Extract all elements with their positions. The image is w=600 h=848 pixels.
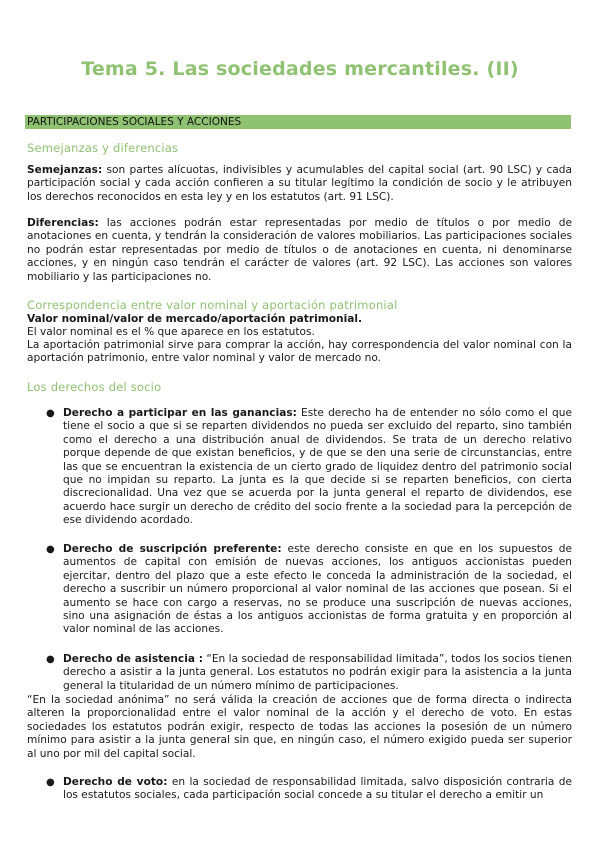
paragraph-semejanzas	[27, 164, 572, 204]
text-ganancias: Este derecho ha de entender no sólo como el que tiene el socio a que si se reparten dividendos no pueda ser excluido del reparto, sino también como el derecho a una distribución anual de dividendos. Se trata de un derecho relativo porque depende de que existan beneficios, y de que se den una serie de circunstancias, entre las que se encuentran la existencia de un cierto grado de liquidez dentro del patrimonio social que no impidan su reparto. La junta es la que decide si se reparten beneficios, con cierta discrecionalidad. Una vez que se acuerda por la junta general el reparto de dividendos, ese acuerdo hace surgir un derecho de crédito del socio frente a la sociedad para la percepción de ese dividendo acordado.	[63, 407, 572, 527]
document-title: Tema 5. Las sociedades mercantiles. (II)	[81, 58, 519, 80]
label-voto: Derecho de voto:	[63, 776, 168, 788]
label-asistencia: Derecho de asistencia :	[63, 653, 203, 665]
bullet-icon: ●	[46, 544, 55, 555]
label-suscripcion: Derecho de suscripción preferente:	[63, 543, 282, 555]
text-voto: en la sociedad de responsabilidad limitada, salvo disposición contraria de los estatutos sociales, cada participación social concede a su titular el derecho a emitir un	[63, 776, 572, 802]
subheading-correspondencia: Correspondencia entre valor nominal y aportación patrimonial	[27, 298, 398, 312]
bullet-icon: ●	[46, 654, 55, 665]
label-ganancias: Derecho a participar en las ganancias:	[63, 407, 297, 419]
paragraph-sociedad-anonima: “En la sociedad anónima” no será válida la creación de acciones que de forma directa o indirecta alteren la proporcionalidad entre el valor nominal de la acción y el derecho de voto. En estas sociedades los estatutos podrán exigir, respecto de todas las acciones la posesión de un número mínimo para asistir a la junta general sin que, en ningún caso, el número exigido pueda ser superior al uno por mil del capital social.	[27, 694, 572, 760]
derecho-ganancias	[63, 407, 572, 528]
text-diferencias: las acciones podrán estar representadas por medio de títulos o por medio de anotaciones en cuenta, y tendrán la consideración de valores mobiliarios. Las participaciones sociales no podrán estar representadas por medio de títulos o de anotaciones en cuenta, ni denominarse acciones, y en ningún caso tendrán el carácter de valores (art. 92 LSC). Las acciones son valores mobiliario y las participaciones no.	[27, 217, 572, 283]
derecho-asistencia	[63, 653, 572, 693]
subheading-derechos: Los derechos del socio	[27, 380, 162, 394]
text-semejanzas: son partes alícuotas, indivisibles y acumulables del capital social (art. 90 LSC) y cada participación social y cada acción confieren a su titular legítimo la condición de socio y le atribuyen los derechos reconocidos en esta ley y en los estatutos (art. 91 LSC).	[27, 164, 572, 203]
valor-line-1: El valor nominal es el % que aparece en los estatutos.	[27, 326, 315, 338]
valor-heading: Valor nominal/valor de mercado/aportación patrimonial.	[27, 313, 363, 325]
subheading-semejanzas: Semejanzas y diferencias	[27, 141, 179, 155]
bullet-icon: ●	[46, 777, 55, 788]
label-diferencias: Diferencias:	[27, 217, 99, 229]
section-heading-participaciones: PARTICIPACIONES SOCIALES Y ACCIONES	[25, 115, 571, 129]
derecho-voto	[63, 776, 572, 803]
text-asistencia: “En la sociedad de responsabilidad limitada”, todos los socios tienen derecho a asistir a la junta general. Los estatutos no podrán exigir para la asistencia a la junta general la titularidad de un número mínimo de participaciones.	[63, 653, 572, 692]
derecho-suscripcion	[63, 543, 572, 637]
valor-line-2: La aportación patrimonial sirve para comprar la acción, hay correspondencia del valor nominal con la aportación patrimonio, entre valor nominal y valor de mercado no.	[27, 339, 572, 365]
text-suscripcion: este derecho consiste en que en los supuestos de aumentos de capital con emisión de nuevas acciones, los antiguos accionistas pueden ejercitar, dentro del plazo que a este efecto le conceda la administración de la sociedad, el derecho a suscribir un número proporcional al valor nominal de las acciones que posean. Si el aumento se hace con cargo a reservas, no se produce una suscripción de nuevas acciones, sino una asignación de éstas a los antiguos accionistas de forma gratuita y en proporción al valor nominal de las acciones.	[63, 543, 572, 636]
paragraph-diferencias	[27, 217, 572, 284]
label-semejanzas: Semejanzas:	[27, 164, 103, 176]
bullet-icon: ●	[46, 408, 55, 419]
